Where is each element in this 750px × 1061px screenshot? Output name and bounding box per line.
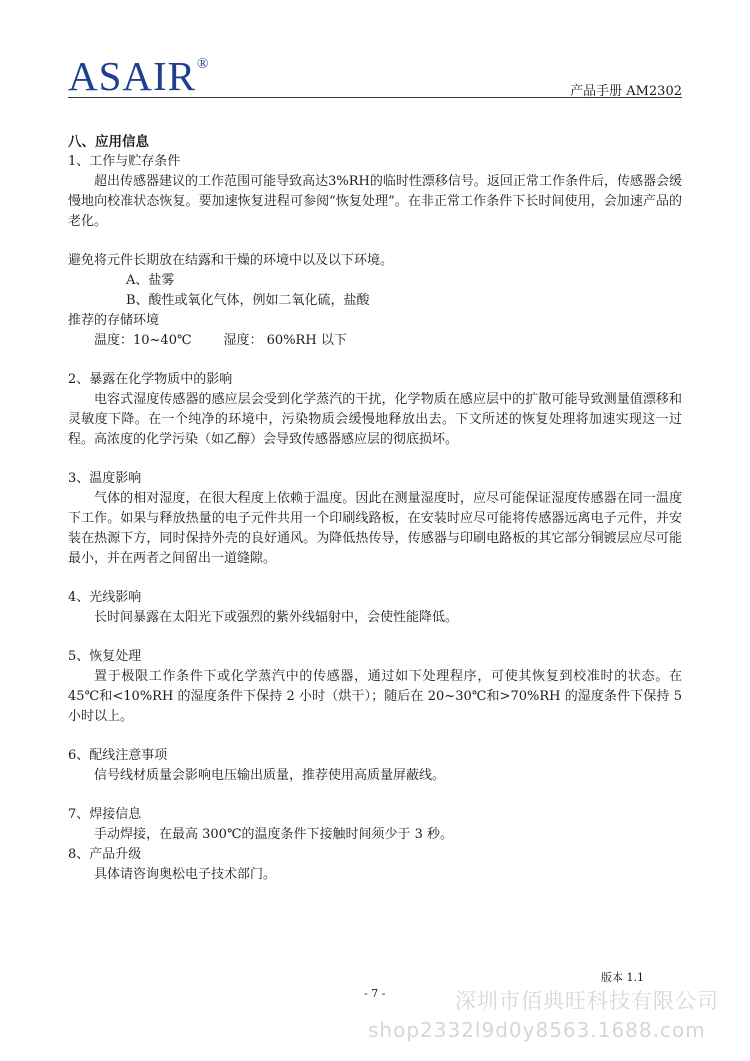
paragraph-6: 信号线材质量会影响电压输出质量，推荐使用高质量屏蔽线。 <box>94 768 446 783</box>
page-number: - 7 - <box>364 987 386 1000</box>
registered-mark: ® <box>197 56 210 72</box>
subsection-title-2: 2、暴露在化学物质中的影响 <box>68 372 233 387</box>
header-divider <box>68 97 682 98</box>
paragraph-3: 气体的相对湿度，在很大程度上依赖于温度。因此在测量湿度时，应尽可能保证湿度传感器在同一温度下工作。如果与释放热量的电子元件共用一个印刷线路板，在安装时应尽可能将传感器远离电子元件，并安装在热源下方，同时保持外壳的良好通风。为降低热传导，传感器与印刷电路板的其它部分铜镀层应尽可能最小，并在两者之间留出一道缝隙。 <box>68 491 682 566</box>
watermark-company: 深圳市佰典旺科技有限公司 <box>455 989 719 1013</box>
section-heading: 八、应用信息 <box>68 134 149 150</box>
storage-humidity: 湿度： 60%RH 以下 <box>223 333 347 348</box>
spacer <box>68 351 682 370</box>
list-item-a: A、盐雾 <box>126 273 175 288</box>
storage-title: 推荐的存储环境 <box>68 313 160 328</box>
subsection-title-1: 1、工作与贮存条件 <box>68 154 181 169</box>
watermark-shop-url: shop2332l9d0y8563.1688.com <box>368 1018 706 1042</box>
spacer <box>68 232 682 251</box>
document-body <box>68 132 682 885</box>
subsection-title-5: 5、恢复处理 <box>68 649 142 664</box>
paragraph-7: 手动焊接，在最高 300℃的温度条件下接触时间须少于 3 秒。 <box>94 827 454 842</box>
subsection-title-8: 8、产品升级 <box>68 847 142 862</box>
spacer <box>68 786 682 805</box>
subsection-title-4: 4、光线影响 <box>68 590 142 605</box>
storage-temperature: 温度：10~40℃ <box>94 333 192 348</box>
subsection-title-6: 6、配线注意事项 <box>68 748 168 763</box>
subsection-title-7: 7、焊接信息 <box>68 807 142 822</box>
document-title: 产品手册 AM2302 <box>570 84 682 99</box>
logo-text: ASAIR <box>68 53 197 99</box>
spacer <box>68 450 682 469</box>
paragraph-1: 超出传感器建议的工作范围可能导致高达3%RH的临时性漂移信号。返回正常工作条件后，传感器会缓慢地向校准状态恢复。要加速恢复进程可参阅“恢复处理”。在非正常工作条件下长时间使用，会加速产品的老化。 <box>68 174 682 229</box>
storage-conditions <box>68 331 682 351</box>
paragraph-5: 置于极限工作条件下或化学蒸汽中的传感器，通过如下处理程序，可使其恢复到校准时的状态。在 45℃和<10%RH 的湿度条件下保持 2 小时（烘干）；随后在 20~30℃和>70%RH 的湿度条件下保持 5 小时以上。 <box>68 669 682 724</box>
spacer <box>68 569 682 588</box>
spacer <box>68 727 682 746</box>
paragraph-8: 具体请咨询奥松电子技术部门。 <box>94 867 277 882</box>
list-item-b: B、酸性或氧化气体，例如二氧化硫，盐酸 <box>126 293 370 308</box>
avoid-note: 避免将元件长期放在结露和干燥的环境中以及以下环境。 <box>68 253 394 268</box>
brand-logo <box>68 52 209 100</box>
subsection-title-3: 3、温度影响 <box>68 471 142 486</box>
spacer <box>68 628 682 647</box>
paragraph-2: 电容式湿度传感器的感应层会受到化学蒸汽的干扰，化学物质在感应层中的扩散可能导致测量值漂移和灵敏度下降。在一个纯净的环境中，污染物质会缓慢地释放出去。下文所述的恢复处理将加速实现这一过程。高浓度的化学污染（如乙醇）会导致传感器感应层的彻底损坏。 <box>68 392 682 447</box>
paragraph-4: 长时间暴露在太阳光下或强烈的紫外线辐射中，会使性能降低。 <box>94 610 459 625</box>
version-label: 版本 1.1 <box>601 971 644 984</box>
